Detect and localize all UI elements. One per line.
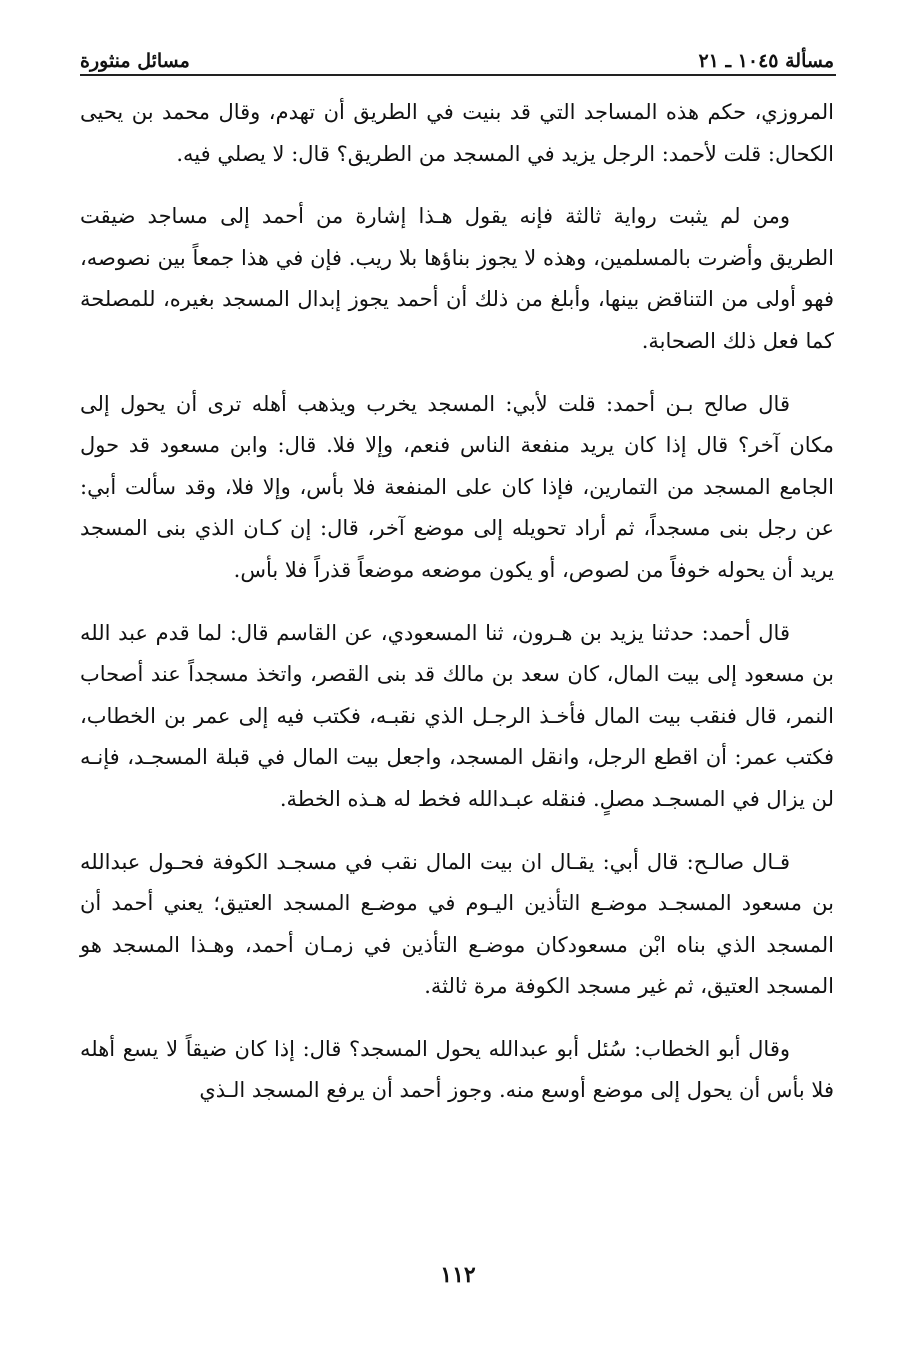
paragraph-4: قال أحمد: حدثنا يزيد بن هـرون، ثنا المسعودي، عن القاسم قال: لما قدم عبد الله بن مسعود إلى بيت المال، كان سعد بن مالك قد بنى القصر، واتخذ مسجداً عند أصحاب النمر، قال فنقب بيت المال فأخـذ الرجـل الذي نقبـه، فكتب فيه إلى عمر بن الخطاب، فكتب عمر: أن اقطع الرجل، وانقل المسجد، واجعل بيت المال في قبلة المسجـد، فإنـه لن يزال في المسجـد مصلٍ. فنقله عبـدالله فخط له هـذه الخطة. xyxy=(80,620,834,811)
paragraph-2: ومن لم يثبت رواية ثالثة فإنه يقول هـذا إشارة من أحمد إلى مساجد ضيقت الطريق وأضرت بالمسلمين، وهذه لا يجوز بناؤها بلا ريب. فإن في هذا جمعاً بين نصوصه، فهو أولى من التناقض بينها، وأبلغ من ذلك أن أحمد يجوز إبدال المسجد بغيره، للمصلحة كما فعل ذلك الصحابة. xyxy=(80,204,834,353)
running-header xyxy=(80,38,834,72)
paragraph-6: وقال أبو الخطاب: سُئل أبو عبدالله يحول المسجد؟ قال: إذا كان ضيقاً لا يسع أهله فلا بأس أن يحول إلى موضع أوسع منه. وجوز أحمد أن يرفع المسجد الـذي xyxy=(80,1036,834,1103)
paragraph-5: قـال صالـح: قال أبي: يقـال ان بيت المال نقب في مسجـد الكوفة فحـول عبدالله بن مسعود المسجـد موضـع التأذين اليـوم في موضـع المسجد العتيق؛ يعني أحمد أن المسجد الذي بناه ابْن مسعودكان موضـع التأذين في زمـان أحمد، وهـذا المسجد هو المسجد العتيق، ثم غير مسجد الكوفة مرة ثالثة. xyxy=(80,849,834,999)
paragraph-3: قال صالح بـن أحمد: قلت لأبي: المسجد يخرب ويذهب أهله ترى أن يحول إلى مكان آخر؟ قال إذا كان يريد منفعة الناس فنعم، وإلا فلا. قال: وابن مسعود قد حول الجامع المسجد من التمارين، فإذا كان على المنفعة فلا بأس، وإلا فلا، وقد سألت أبي: عن رجل بنى مسجداً، ثم أراد تحويله إلى موضع آخر، قال: إن كـان الذي بنى المسجد يريد أن يحوله خوفاً من لصوص، أو يكون موضعه موضعاً قذراً فلا بأس. xyxy=(80,391,834,582)
header-rule xyxy=(80,74,836,76)
paragraph-1: المروزي، حكم هذه المساجد التي قد بنيت في الطريق أن تهدم، وقال محمد بن يحيى الكحال: قلت لأحمد: الرجل يزيد في المسجد من الطريق؟ قال: لا يصلي فيه. xyxy=(80,100,834,166)
header-chapter-title: مسائل منثورة xyxy=(80,50,190,72)
page-number: ١١٢ xyxy=(440,1262,476,1288)
body-text xyxy=(80,92,834,1133)
header-issue-number: مسألة ١٠٤٥ ـ ٢١ xyxy=(698,50,834,72)
